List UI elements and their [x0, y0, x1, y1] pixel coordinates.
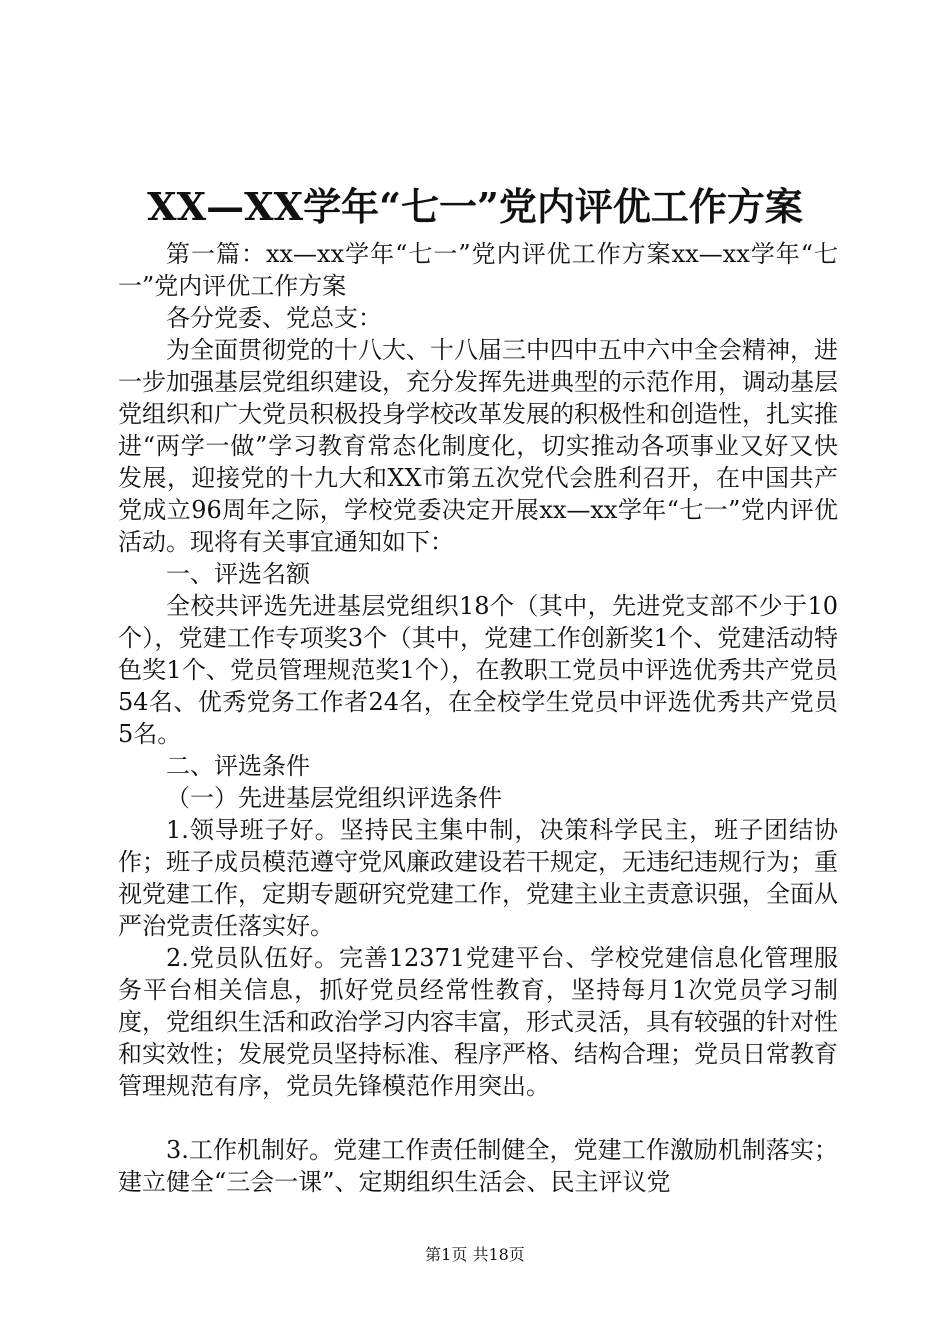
section-heading: 二、评选条件: [166, 752, 310, 780]
paragraph: 第一篇：xx—xx学年“七一”党内评优工作方案xx—xx学年“七一”党内评优工作方案: [118, 240, 838, 300]
document-title: XX—XX学年“七一”党内评优工作方案: [147, 184, 803, 229]
paragraph: 全校共评选先进基层党组织18个（其中，先进党支部不少于10个），党建工作专项奖3个（其中，党建工作创新奖1个、党建活动特色奖1个、党员管理规范奖1个），在教职工党员中评选优秀共产党员54名、优秀党务工作者24名，在全校学生党员中评选优秀共产党员5名。: [118, 592, 838, 748]
subsection-heading: （一）先进基层党组织评选条件: [166, 784, 502, 812]
paragraph: 2.党员队伍好。完善12371党建平台、学校党建信息化管理服务平台相关信息，抓好党员经常性教育，坚持每月1次党员学习制度，党组织生活和政治学习内容丰富，形式灵活，具有较强的针对性和实效性；发展党员坚持标准、程序严格、结构合理；党员日常教育管理规范有序，党员先锋模范作用突出。: [118, 944, 838, 1100]
paragraph: 1.领导班子好。坚持民主集中制，决策科学民主，班子团结协作；班子成员模范遵守党风廉政建设若干规定，无违纪违规行为；重视党建工作，定期专题研究党建工作，党建主业主责意识强，全面从严治党责任落实好。: [118, 816, 838, 940]
document-body: [118, 238, 838, 1198]
page-number: 第1页 共18页: [425, 1245, 525, 1264]
paragraph: 3.工作机制好。党建工作责任制健全，党建工作激励机制落实；建立健全“三会一课”、定期组织生活会、民主评议党: [118, 1136, 838, 1196]
paragraph: 各分党委、党总支：: [166, 304, 382, 332]
paragraph: 为全面贯彻党的十八大、十八届三中四中五中六中全会精神，进一步加强基层党组织建设，充分发挥先进典型的示范作用，调动基层党组织和广大党员积极投身学校改革发展的积极性和创造性，扎实推进“两学一做”学习教育常态化制度化，切实推动各项事业又好又快发展，迎接党的十九大和XX市第五次党代会胜利召开，在中国共产党成立96周年之际，学校党委决定开展xx—xx学年“七一”党内评优活动。现将有关事宜通知如下：: [118, 336, 838, 556]
section-heading: 一、评选名额: [166, 560, 310, 588]
